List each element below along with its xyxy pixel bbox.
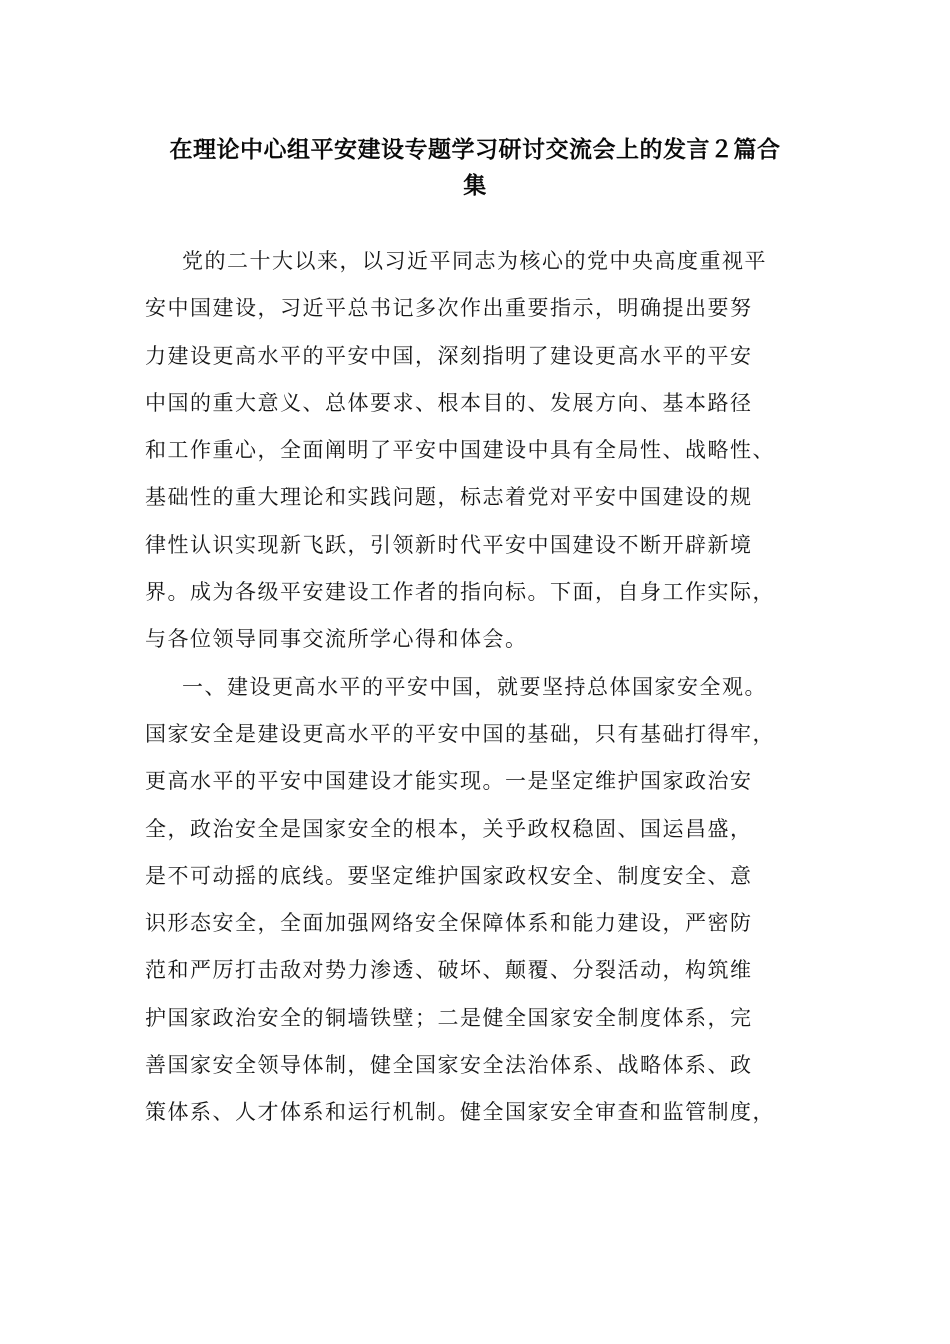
text-line: 国家安全是建设更高水平的平安中国的基础，只有基础打得牢， bbox=[145, 721, 775, 746]
text-line: 策体系、人才体系和运行机制。健全国家安全审查和监管制度， bbox=[145, 1100, 775, 1125]
text-line: 识形态安全，全面加强网络安全保障体系和能力建设，严密防 bbox=[145, 911, 753, 936]
text-line: 基础性的重大理论和实践问题，标志着党对平安中国建设的规 bbox=[145, 485, 753, 510]
text-line: 是不可动摇的底线。要坚定维护国家政权安全、制度安全、意 bbox=[145, 863, 753, 888]
text-line: 善国家安全领导体制，健全国家安全法治体系、战略体系、政 bbox=[145, 1053, 753, 1078]
text-line: 中国的重大意义、总体要求、根本目的、发展方向、基本路径 bbox=[145, 390, 753, 415]
text-line: 一、建设更高水平的平安中国，就要坚持总体国家安全观。 bbox=[182, 674, 767, 699]
text-line: 安中国建设，习近平总书记多次作出重要指示，明确提出要努 bbox=[145, 296, 753, 321]
paragraph-section-one bbox=[145, 664, 815, 1137]
text-line: 护国家政治安全的铜墙铁壁；二是健全国家安全制度体系，完 bbox=[145, 1005, 753, 1030]
document-title bbox=[140, 132, 810, 204]
title-line: 集 bbox=[463, 173, 487, 199]
document-body bbox=[145, 238, 815, 1137]
title-line: 在理论中心组平安建设专题学习研讨交流会上的发言２篇合 bbox=[169, 137, 781, 163]
text-line: 力建设更高水平的平安中国，深刻指明了建设更高水平的平安 bbox=[145, 343, 753, 368]
text-line: 律性认识实现新飞跃，引领新时代平安中国建设不断开辟新境 bbox=[145, 532, 753, 557]
text-line: 和工作重心，全面阐明了平安中国建设中具有全局性、战略性、 bbox=[145, 438, 775, 463]
text-line: 更高水平的平安中国建设才能实现。一是坚定维护国家政治安 bbox=[145, 769, 753, 794]
text-line: 范和严厉打击敌对势力渗透、破坏、颠覆、分裂活动，构筑维 bbox=[145, 958, 753, 983]
paragraph-intro bbox=[145, 238, 815, 664]
text-line: 界。成为各级平安建设工作者的指向标。下面，自身工作实际， bbox=[145, 580, 775, 605]
text-line: 党的二十大以来，以习近平同志为核心的党中央高度重视平 bbox=[182, 249, 767, 273]
text-line: 全，政治安全是国家安全的根本，关乎政权稳固、国运昌盛， bbox=[145, 816, 753, 841]
text-line: 与各位领导同事交流所学心得和体会。 bbox=[145, 627, 528, 652]
